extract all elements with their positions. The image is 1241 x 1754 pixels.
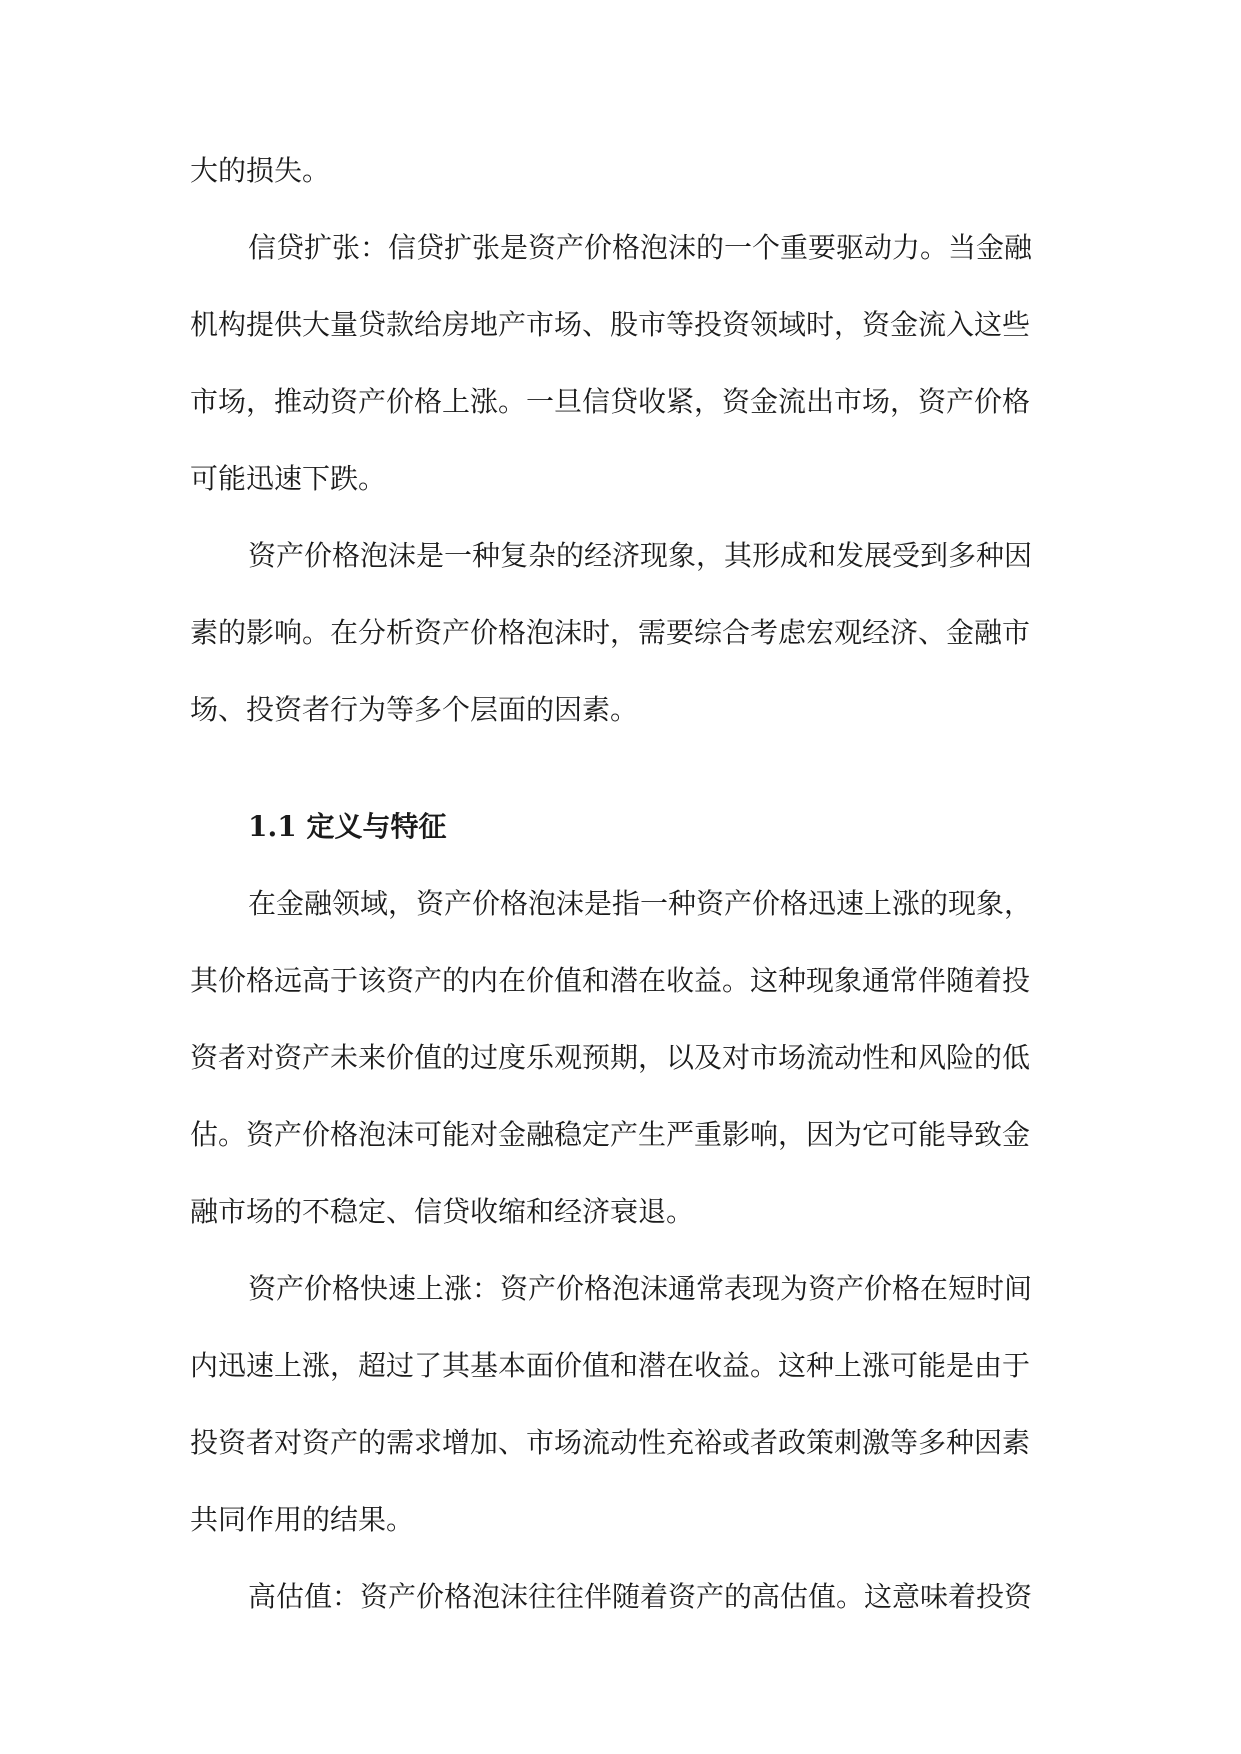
text-line: 投资者对资产的需求增加、市场流动性充裕或者政策刺激等多种因素 [190,1426,1031,1459]
text-line: 信贷扩张：信贷扩张是资产价格泡沫的一个重要驱动力。当金融 [248,231,1033,264]
text-line: 估。资产价格泡沫可能对金融稳定产生严重影响，因为它可能导致金 [190,1118,1031,1151]
text-line: 场、投资者行为等多个层面的因素。 [190,693,639,726]
paragraph-rapid-rise [190,1250,1054,1558]
paragraph-high-valuation [190,1558,1054,1635]
text-line: 大的损失。 [190,154,331,187]
paragraph-credit-expansion [190,209,1054,517]
section-heading: 1.1 定义与特征 [248,810,447,843]
text-line: 共同作用的结果。 [190,1503,415,1536]
paragraph-definition [190,865,1054,1250]
text-line: 资产价格快速上涨：资产价格泡沫通常表现为资产价格在短时间 [248,1272,1033,1305]
text-line: 资者对资产未来价值的过度乐观预期，以及对市场流动性和风险的低 [190,1041,1031,1074]
text-line: 其价格远高于该资产的内在价值和潜在收益。这种现象通常伴随着投 [190,964,1031,997]
text-line: 素的影响。在分析资产价格泡沫时，需要综合考虑宏观经济、金融市 [190,616,1031,649]
document-page [190,132,1054,1635]
text-line: 机构提供大量贷款给房地产市场、股市等投资领域时，资金流入这些 [190,308,1031,341]
section-spacer [190,748,1054,788]
text-line: 融市场的不稳定、信贷收缩和经济衰退。 [190,1195,695,1228]
text-line: 资产价格泡沫是一种复杂的经济现象，其形成和发展受到多种因 [248,539,1033,572]
text-line: 市场，推动资产价格上涨。一旦信贷收紧，资金流出市场，资产价格 [190,385,1031,418]
paragraph-continuation [190,132,1054,209]
text-line: 高估值：资产价格泡沫往往伴随着资产的高估值。这意味着投资 [248,1580,1033,1613]
text-line: 可能迅速下跌。 [190,462,387,495]
text-line: 内迅速上涨，超过了其基本面价值和潜在收益。这种上涨可能是由于 [190,1349,1031,1382]
text-line: 在金融领域，资产价格泡沫是指一种资产价格迅速上涨的现象， [248,887,1033,920]
paragraph-summary [190,517,1054,748]
